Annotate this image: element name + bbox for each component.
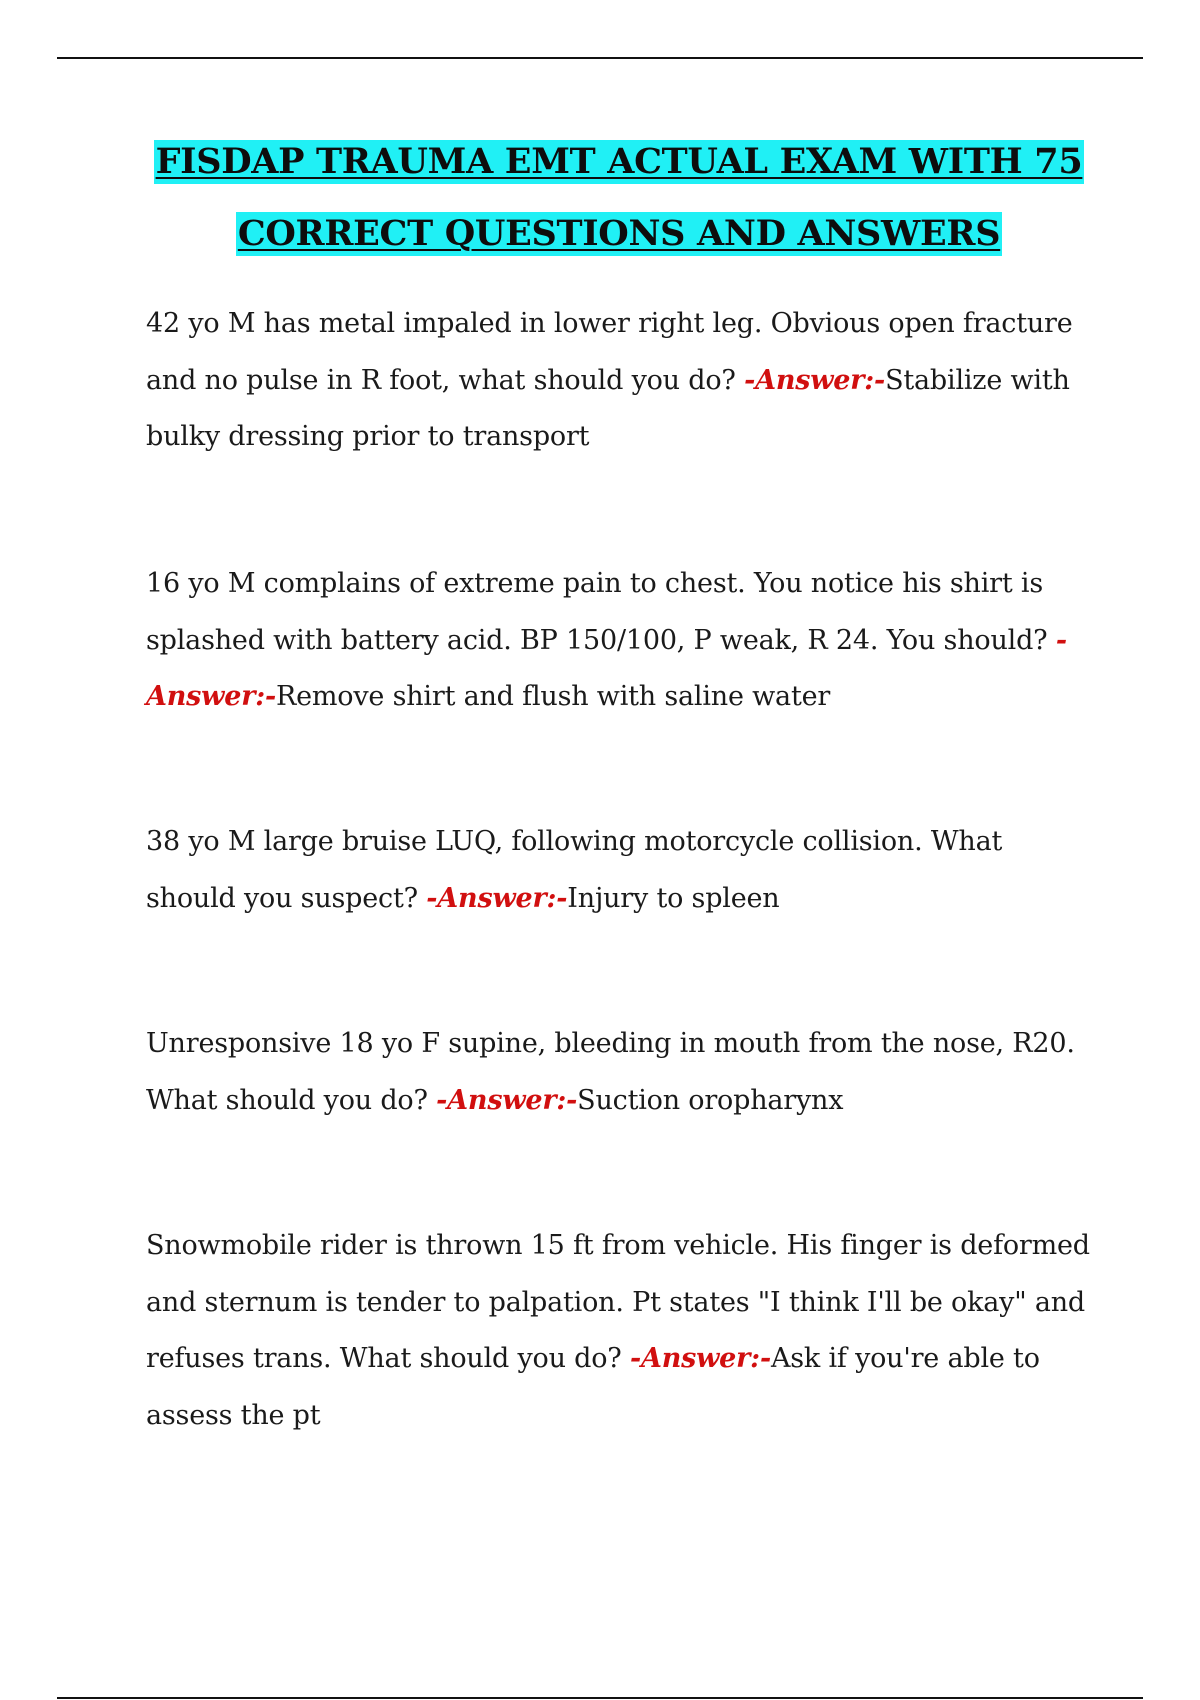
document-title [57, 140, 1181, 284]
qa-item [146, 1218, 1096, 1444]
answer-label: -Answer:- [744, 364, 886, 396]
answer-text: Injury to spleen [567, 882, 780, 914]
answer-label: -Answer:- [146, 624, 1067, 712]
question-text: 38 yo M large bruise LUQ, following motorcycle collision. What should you suspect? [146, 826, 1003, 914]
answer-label: -Answer:- [629, 1343, 771, 1374]
title-line-2: CORRECT QUESTIONS AND ANSWERS [237, 213, 1001, 254]
bottom-rule [57, 1697, 1143, 1699]
answer-label: -Answer:- [436, 1084, 578, 1116]
answer-text: Stabilize with bulky dressing prior to transport [146, 364, 1070, 452]
qa-item [146, 556, 1096, 726]
answer-label: -Answer:- [426, 882, 568, 914]
qa-item [146, 814, 1096, 927]
qa-item [146, 296, 1096, 466]
question-text: Snowmobile rider is thrown 15 ft from vehicle. His finger is deformed and sternum is tender to palpation. Pt states "I think I'll be okay" and refuses trans. What should you do? [146, 1230, 1090, 1374]
qa-item [146, 1016, 1096, 1129]
question-text: 16 yo M complains of extreme pain to chest. You notice his shirt is splashed with battery acid. BP 150/100, P weak, R 24. You should? [146, 568, 1048, 656]
question-text: 42 yo M has metal impaled in lower right leg. Obvious open fracture and no pulse in R foot, what should you do? [146, 308, 1073, 396]
top-rule [57, 57, 1143, 59]
title-line-1: FISDAP TRAUMA EMT ACTUAL EXAM WITH 75 [155, 141, 1083, 182]
question-text: Unresponsive 18 yo F supine, bleeding in mouth from the nose, R20. What should you do? [146, 1028, 1075, 1116]
answer-text: Remove shirt and flush with saline water [276, 681, 831, 712]
answer-text: Suction oropharynx [577, 1084, 844, 1116]
answer-text: Ask if you're able to assess the pt [146, 1343, 1040, 1431]
